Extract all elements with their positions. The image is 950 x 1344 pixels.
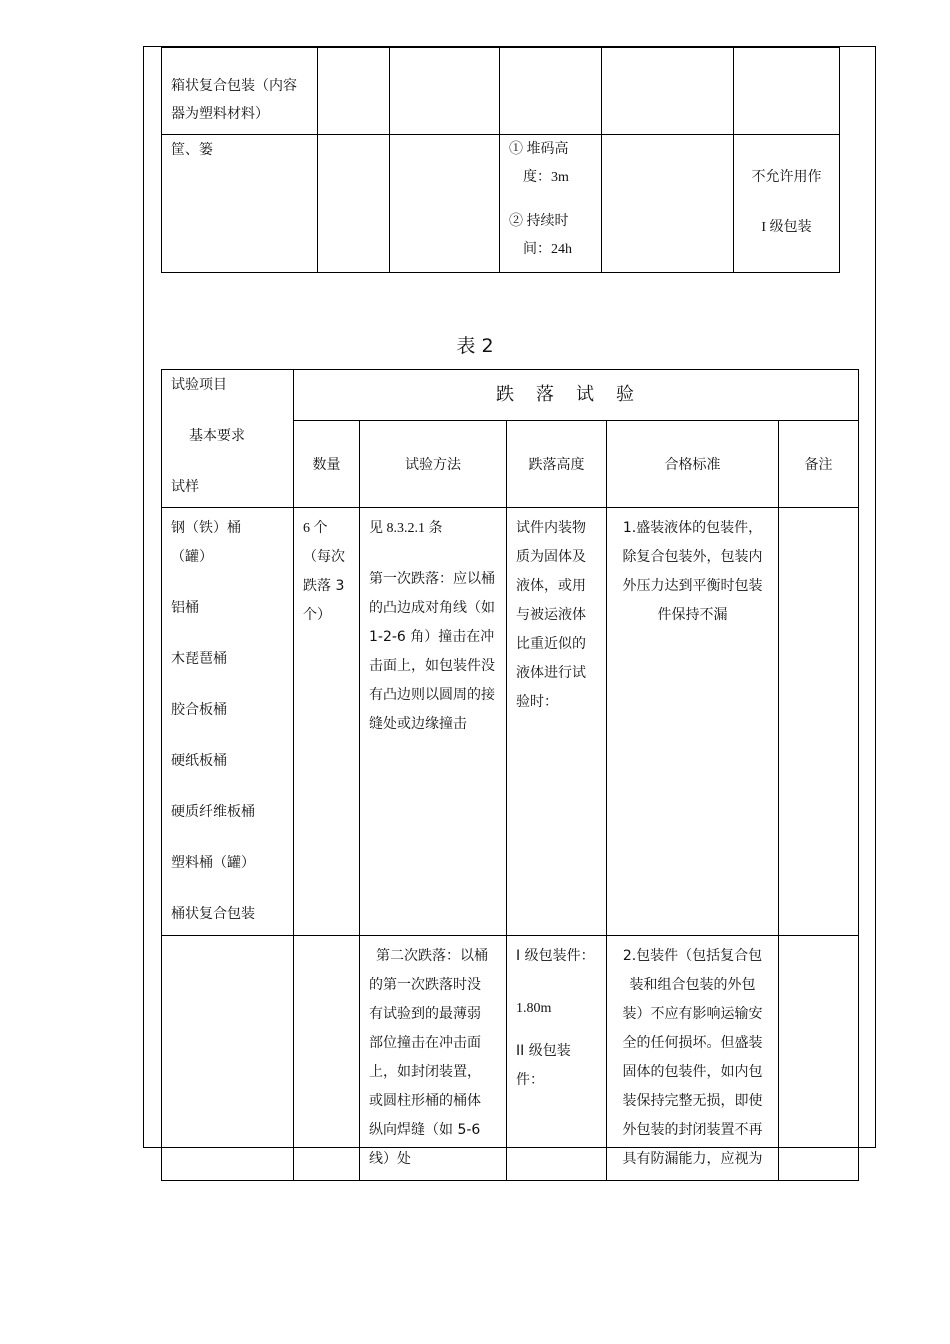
- cell-text: II 级包装: [516, 1043, 571, 1059]
- table-row: [162, 936, 859, 1181]
- cell-text: 箱状复合包装（内容: [171, 78, 297, 94]
- cell-text: 1.盛装液体的包装件，: [622, 520, 763, 536]
- height-cell: [507, 936, 607, 1181]
- cell-text: 间：24h: [523, 242, 572, 257]
- cell-text: 硬纸板桶: [171, 753, 227, 769]
- cell-text: 1-2-6 角）撞击在冲: [369, 629, 495, 645]
- criteria-cell: [607, 508, 779, 936]
- cell-text: 液体，或用: [516, 578, 586, 594]
- empty-cell: [318, 135, 390, 273]
- cell-text: 或圆柱形桶的桶体: [369, 1093, 481, 1109]
- cell-text: 的第一次跌落时没: [369, 977, 481, 993]
- header-text: 基本要求: [189, 428, 245, 444]
- cell-text: 6 个: [303, 521, 328, 536]
- cell-text: 固体的包装件，如内包: [622, 1064, 763, 1080]
- method-cell: [360, 936, 507, 1181]
- table-2: [161, 369, 859, 1181]
- cell-text: 桶状复合包装: [171, 906, 255, 922]
- cell-text: 木琵琶桶: [171, 651, 227, 667]
- cell-text: 纵向焊缝（如 5-6: [369, 1122, 481, 1138]
- table-2-title: 表 2: [456, 335, 494, 357]
- height-header: 跌落高度: [507, 420, 607, 507]
- criteria-header: 合格标准: [607, 420, 779, 507]
- cell-text: I 级包装: [761, 220, 812, 235]
- cell-text: 的凸边成对角线（如: [369, 600, 495, 616]
- table-row: [162, 48, 840, 135]
- cell-text: 装保持完整无损，即使: [622, 1093, 763, 1109]
- remarks-cell: [779, 936, 859, 1181]
- cell-text: 有凸边则以圆周的接: [369, 687, 495, 703]
- cell-text: 有试验到的最薄弱: [369, 1006, 481, 1022]
- empty-cell: [602, 135, 734, 273]
- table-row: [162, 508, 859, 936]
- stacking-cell: [500, 135, 602, 273]
- height-cell: [507, 508, 607, 936]
- cell-text: 外包装的封闭装置不再: [622, 1122, 763, 1138]
- table-1: [161, 47, 840, 273]
- cell-text: I 级包装件：: [516, 948, 595, 964]
- note-cell: [734, 135, 840, 273]
- method-cell: [360, 508, 507, 936]
- cell-text: 缝处或边缘撞击: [369, 716, 467, 732]
- empty-cell: [602, 48, 734, 135]
- sample-cell: [162, 135, 318, 273]
- header-text: 试验项目: [171, 377, 227, 393]
- cell-text: 胶合板桶: [171, 702, 227, 718]
- empty-cell: [318, 48, 390, 135]
- cell-text: 液体进行试: [516, 665, 586, 681]
- cell-text: 个）: [303, 607, 331, 623]
- cell-text: 验时：: [516, 694, 558, 710]
- header-text: 跌落试验: [496, 384, 657, 405]
- remarks-cell: [779, 508, 859, 936]
- cell-text: 见 8.3.2.1 条: [369, 521, 443, 536]
- cell-text: 除复合包装外，包装内: [622, 549, 763, 565]
- corner-header-cell: [162, 370, 294, 508]
- cell-text: 第一次跌落：应以桶: [369, 571, 495, 587]
- method-header: 试验方法: [360, 420, 507, 507]
- table-header-row: [162, 370, 859, 421]
- cell-text: 筐、篓: [171, 142, 213, 158]
- cell-text: ① 堆码高: [509, 142, 569, 157]
- cell-text: 击面上，如包装件没: [369, 658, 495, 674]
- sample-cell: [162, 48, 318, 135]
- cell-text: 第二次跌落：以桶: [376, 948, 488, 964]
- samples-cell: [162, 508, 294, 936]
- quantity-cell: [294, 508, 360, 936]
- cell-text: 器为塑料材料）: [171, 106, 269, 122]
- cell-text: 全的任何损坏。但盛装: [622, 1035, 763, 1051]
- cell-text: 钢（铁）桶: [171, 520, 241, 536]
- cell-text: 硬质纤维板桶: [171, 804, 255, 820]
- table-row: [162, 135, 840, 273]
- cell-text: 不允许用作: [751, 169, 822, 185]
- cell-text: 部位撞击在冲击面: [369, 1035, 481, 1051]
- cell-text: （每次: [303, 549, 345, 565]
- empty-cell: [390, 48, 500, 135]
- cell-text: （罐）: [171, 549, 213, 565]
- cell-text: 装）不应有影响运输安: [622, 1006, 763, 1022]
- cell-text: 2.包装件（包括复合包: [622, 948, 763, 964]
- cell-text: 跌落 3: [303, 578, 345, 594]
- cell-text: 质为固体及: [516, 549, 586, 565]
- cell-text: 与被运液体: [516, 607, 586, 623]
- samples-cell: [162, 936, 294, 1181]
- drop-test-header-cell: [294, 370, 859, 421]
- cell-text: 件：: [516, 1072, 544, 1088]
- cell-text: 外压力达到平衡时包装: [622, 578, 763, 594]
- cell-text: 比重近似的: [516, 636, 586, 652]
- empty-cell: [734, 48, 840, 135]
- quantity-cell: [294, 936, 360, 1181]
- cell-text: 装和组合包装的外包: [629, 977, 756, 993]
- remarks-header: 备注: [779, 420, 859, 507]
- quantity-header: 数量: [294, 420, 360, 507]
- cell-text: 1.80m: [516, 1001, 552, 1016]
- cell-text: ② 持续时: [509, 214, 569, 229]
- empty-cell: [390, 135, 500, 273]
- cell-text: 线）处: [369, 1151, 411, 1167]
- cell-text: 上，如封闭装置，: [369, 1064, 481, 1080]
- cell-text: 件保持不漏: [657, 607, 728, 623]
- header-text: 试样: [171, 479, 199, 495]
- cell-text: 具有防漏能力，应视为: [622, 1151, 763, 1167]
- cell-text: 度：3m: [523, 170, 569, 185]
- empty-cell: [500, 48, 602, 135]
- cell-text: 铝桶: [171, 600, 199, 616]
- cell-text: 塑料桶（罐）: [171, 855, 255, 871]
- cell-text: 试件内装物: [516, 520, 586, 536]
- criteria-cell: [607, 936, 779, 1181]
